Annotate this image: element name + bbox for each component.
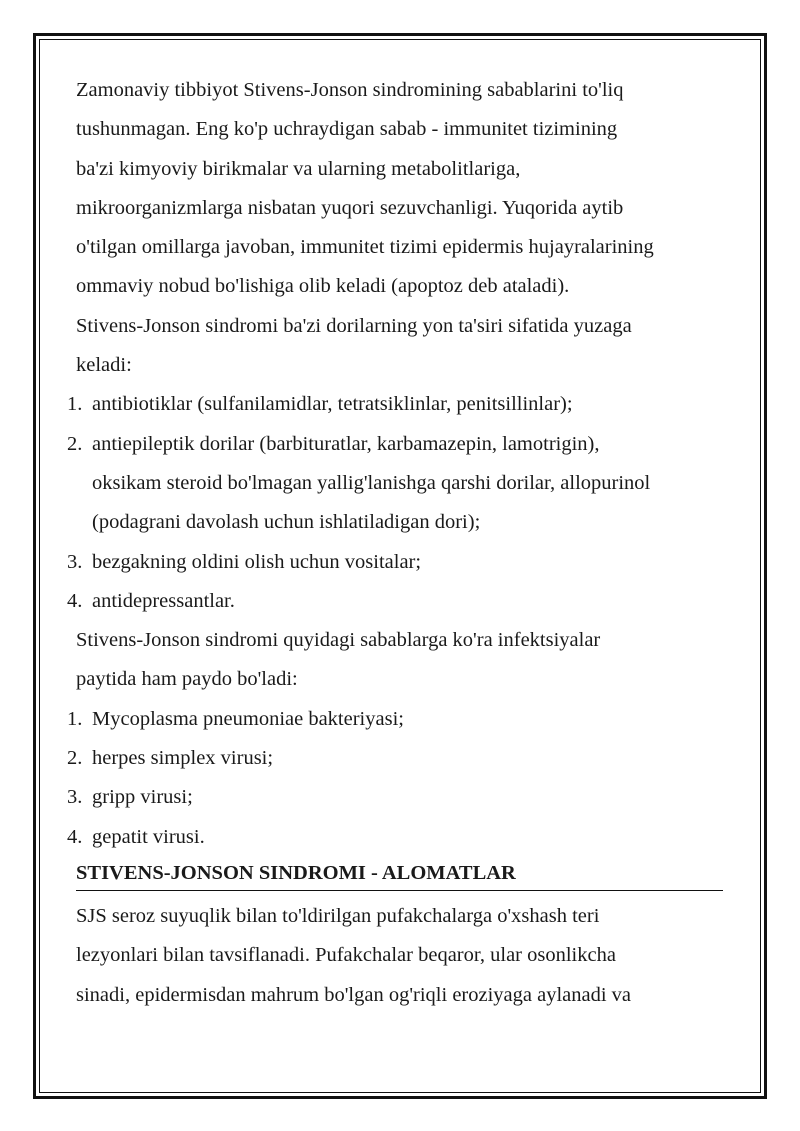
text-line: lezyonlari bilan tavsiflanadi. Pufakchalar beqaror, ular osonlikcha <box>76 944 616 967</box>
infection-list <box>67 700 726 857</box>
list-item-text: gripp virusi; <box>92 786 193 809</box>
text-line: Stivens-Jonson sindromi ba'zi dorilarning yon ta'siri sifatida yuzaga <box>76 314 632 337</box>
intro-paragraph <box>76 71 726 385</box>
list-number: 3. <box>67 786 83 809</box>
list-number: 1. <box>67 707 83 730</box>
list-item <box>67 739 726 778</box>
list-item-text: bezgakning oldini olish uchun vositalar; <box>92 550 422 573</box>
text-line: mikroorganizmlarga nisbatan yuqori sezuvchanligi. Yuqorida aytib <box>76 196 624 219</box>
list-item-text: gepatit virusi. <box>92 825 205 848</box>
list-item <box>67 425 726 543</box>
list-item-text: herpes simplex virusi; <box>92 747 274 770</box>
list-item <box>67 385 726 424</box>
list-number: 3. <box>67 550 83 573</box>
infection-intro-paragraph <box>76 621 726 700</box>
list-item-text: oksikam steroid bo'lmagan yallig'lanishga qarshi dorilar, allopurinol <box>92 471 651 494</box>
text-line: paytida ham paydo bo'ladi: <box>76 668 298 691</box>
list-number: 1. <box>67 393 83 416</box>
text-line: sinadi, epidermisdan mahrum bo'lgan og'riqli eroziyaga aylanadi va <box>76 983 632 1006</box>
list-item <box>67 543 726 582</box>
section-heading: STIVENS-JONSON SINDROMI - ALOMATLAR <box>76 857 723 891</box>
document-body <box>67 71 726 1015</box>
list-item-text: Mycoplasma pneumoniae bakteriyasi; <box>92 707 404 730</box>
text-line: tushunmagan. Eng ko'p uchraydigan sabab - immunitet tizimining <box>76 118 618 141</box>
drug-list <box>67 385 726 621</box>
text-line: Zamonaviy tibbiyot Stivens-Jonson sindromining sabablarini to'liq <box>76 79 624 101</box>
text-line: keladi: <box>76 354 132 377</box>
list-item-text: (podagrani davolash uchun ishlatiladigan dori); <box>92 511 481 534</box>
list-number: 2. <box>67 747 83 770</box>
list-number: 2. <box>67 432 83 455</box>
list-item <box>67 818 726 857</box>
list-item-text: antibiotiklar (sulfanilamidlar, tetratsiklinlar, penitsillinlar); <box>92 393 573 416</box>
symptoms-paragraph <box>76 897 726 1015</box>
text-line: ba'zi kimyoviy birikmalar va ularning metabolitlariga, <box>76 157 521 180</box>
list-item <box>67 582 726 621</box>
list-item-text: antiepileptik dorilar (barbituratlar, karbamazepin, lamotrigin), <box>92 432 600 455</box>
text-line: ommaviy nobud bo'lishiga olib keladi (apoptoz deb ataladi). <box>76 275 570 298</box>
text-line: Stivens-Jonson sindromi quyidagi sabablarga ko'ra infektsiyalar <box>76 629 601 652</box>
text-line: SJS seroz suyuqlik bilan to'ldirilgan pufakchalarga o'xshash teri <box>76 904 600 927</box>
list-number: 4. <box>67 589 83 612</box>
text-line: o'tilgan omillarga javoban, immunitet tizimi epidermis hujayralarining <box>76 236 654 259</box>
list-number: 4. <box>67 825 83 848</box>
list-item <box>67 778 726 817</box>
list-item-text: antidepressantlar. <box>92 589 235 612</box>
list-item <box>67 700 726 739</box>
